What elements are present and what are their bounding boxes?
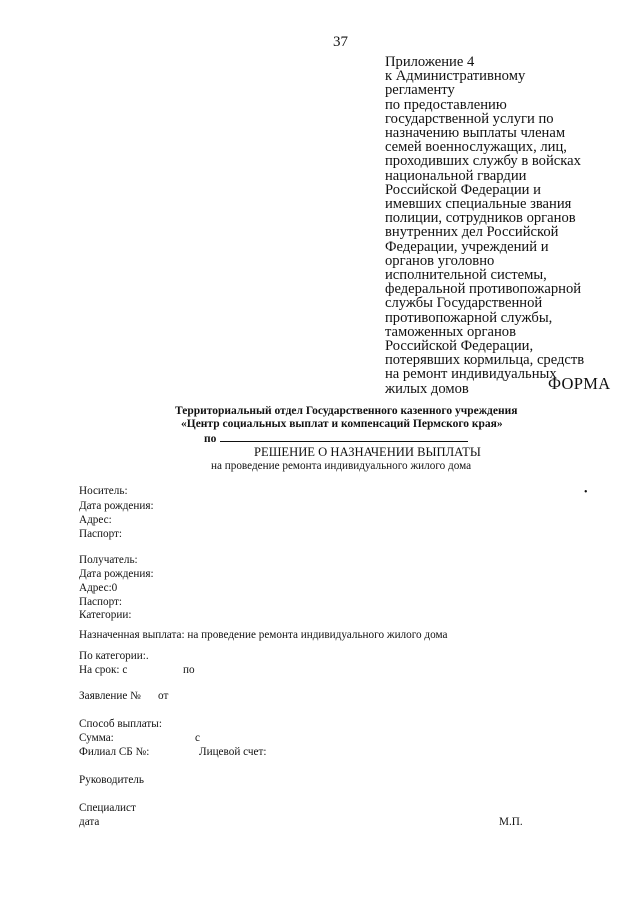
annex-line: Федерации, учреждений и — [385, 238, 549, 255]
carrier-address-label: Адрес: — [79, 514, 112, 526]
stamp-label: М.П. — [499, 816, 523, 828]
carrier-passport-label: Паспорт: — [79, 528, 123, 540]
annex-line: Приложение 4 — [385, 54, 475, 70]
annex-block — [385, 55, 584, 396]
term-label: На срок: с — [79, 664, 128, 676]
payment-sum-label: Сумма: — [79, 732, 114, 744]
po-line — [204, 431, 468, 445]
annex-line: полиции, сотрудников органов — [385, 210, 576, 227]
specialist-label: Специалист — [79, 802, 136, 814]
recipient-categories-label: Категории: — [79, 609, 132, 621]
annex-line: семей военнослужащих, лиц, — [385, 139, 567, 156]
org-header-line1: Территориальный отдел Государственного казенного учреждения — [175, 405, 518, 417]
annex-line: органов уголовно — [385, 252, 495, 269]
po-underline — [220, 431, 468, 442]
decision-subtitle: на проведение ремонта индивидуального жилого дома — [211, 460, 472, 472]
by-category-label: По категории:. — [79, 650, 149, 662]
form-label: ФОРМА — [548, 374, 611, 393]
annex-line: имевших специальные звания — [385, 196, 572, 213]
decision-title: РЕШЕНИЕ О НАЗНАЧЕНИИ ВЫПЛАТЫ — [254, 445, 481, 459]
application-label: Заявление № — [79, 690, 141, 702]
recipient-passport-label: Паспорт: — [79, 596, 123, 608]
recipient-address-label: Адрес:0 — [79, 582, 118, 594]
page-number: 37 — [333, 34, 348, 50]
branch-label: Филиал СБ №: — [79, 746, 150, 758]
term-to-label: по — [183, 664, 195, 676]
carrier-label: Носитель: — [79, 485, 128, 497]
annex-line: регламенту — [385, 82, 455, 99]
annex-line: таможенных органов — [385, 323, 516, 340]
stray-mark: • — [584, 487, 588, 498]
payment-method-label: Способ выплаты: — [79, 718, 162, 730]
annex-line: исполнительной системы, — [385, 267, 547, 284]
annex-line: внутренних дел Российской — [385, 224, 559, 241]
annex-line: федеральной противопожарной — [385, 281, 582, 298]
annex-line: противопожарной службы, — [385, 309, 553, 326]
annex-line: потерявших кормильца, средств — [385, 352, 585, 369]
recipient-birth-label: Дата рождения: — [79, 568, 154, 580]
annex-line: Российской Федерации и — [385, 181, 541, 198]
payment-sum-from: с — [195, 732, 200, 744]
date-label: дата — [79, 816, 100, 828]
annex-line: национальной гвардии — [385, 167, 527, 184]
application-from-label: от — [158, 690, 169, 702]
annex-line: к Административному — [385, 68, 526, 85]
annex-line: на ремонт индивидуальных — [385, 366, 557, 383]
org-header-line2: «Центр социальных выплат и компенсаций Пермского края» — [181, 418, 503, 430]
annex-line: назначению выплаты членам — [385, 125, 566, 142]
annex-line: жилых домов — [385, 380, 469, 397]
annex-line: Российской Федерации, — [385, 338, 534, 355]
head-label: Руководитель — [79, 774, 144, 786]
annex-line: проходивших службу в войсках — [385, 153, 581, 170]
annex-line: государственной услуги по — [385, 110, 554, 127]
carrier-birth-label: Дата рождения: — [79, 500, 154, 512]
assigned-payment: Назначенная выплата: на проведение ремонта индивидуального жилого дома — [79, 629, 448, 641]
annex-line: службы Государственной — [385, 295, 543, 312]
annex-line: по предоставлению — [385, 96, 507, 113]
account-label: Лицевой счет: — [199, 746, 267, 758]
po-label: по — [204, 433, 217, 445]
recipient-label: Получатель: — [79, 554, 138, 566]
